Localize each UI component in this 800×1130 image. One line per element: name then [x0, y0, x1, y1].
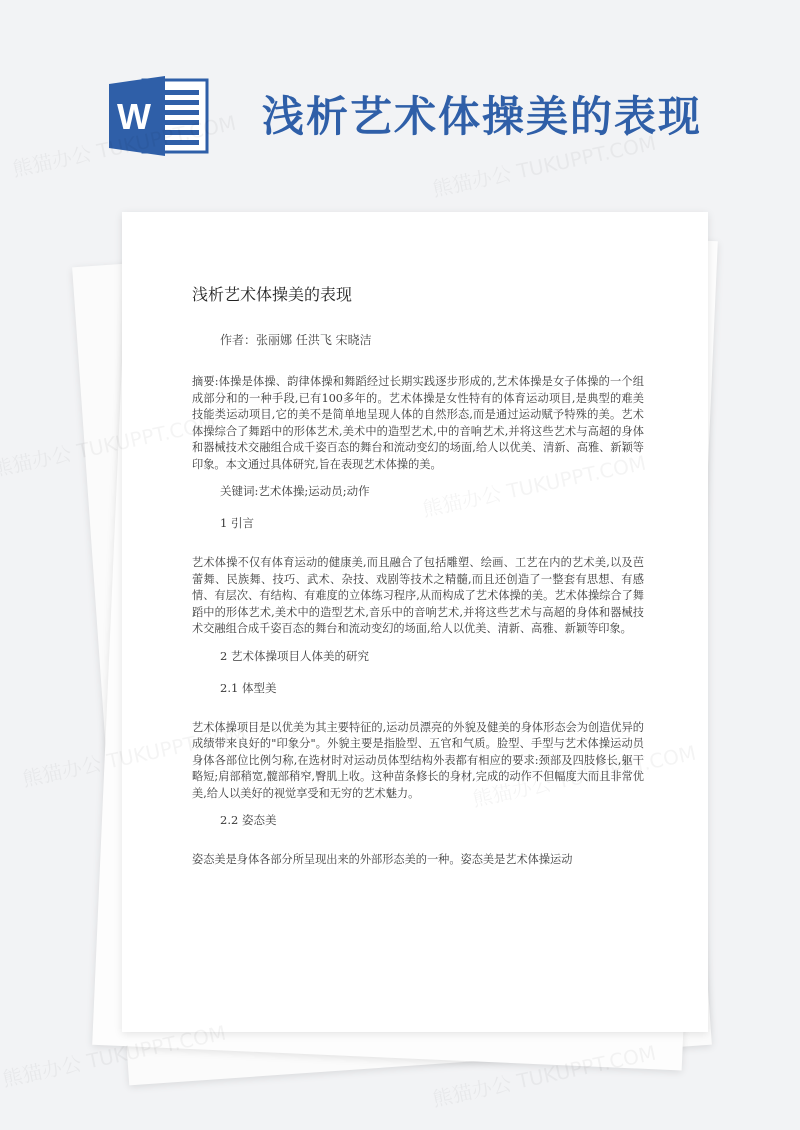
section-2-2-paragraph: 姿态美是身体各部分所呈现出来的外部形态美的一种。姿态美是艺术体操运动: [192, 853, 573, 866]
section-1-heading: 1 引言: [220, 516, 254, 530]
section-1-paragraph: 艺术体操不仅有体育运动的健康美,而且融合了包括雕塑、绘画、工艺在内的艺术美,以及芭蕾舞、民族舞、技巧、武术、杂技、戏剧等技术之精髓,而且还创造了一整套有思想、有感情、有层次、有结构、有难度的立体练习程序,从而构成了艺术体操的美。艺术体操综合了舞蹈中的形体艺术,美术中的造型艺术,音乐中的音响艺术,并将这些艺术与高超的身体和器械技术交融组合成千姿百态的舞台和流动变幻的场面,给人以优美、清新、高雅、新颖等印象。: [192, 556, 644, 635]
document-content: [192, 282, 644, 879]
section-2-1-paragraph: 艺术体操项目是以优美为其主要特征的,运动员漂亮的外貌及健美的身体形态会为创造优异的成绩带来良好的"印象分"。外貌主要是指脸型、五官和气质。脸型、手型与艺术体操运动员身体各部位比例匀称,在选材时对运动员体型结构外表都有相应的要求:颈部及四肢修长,躯干略短;肩部稍宽,髋部稍窄,臀肌上收。这种苗条修长的身材,完成的动作不但幅度大而且非常优美,给人以美好的视觉享受和无穷的艺术魅力。: [192, 720, 644, 800]
document-title: 浅析艺术体操美的表现: [192, 285, 353, 304]
word-logo-letter: W: [117, 96, 151, 137]
abstract-paragraph: 摘要:体操是体操、韵律体操和舞蹈经过长期实践逐步形成的,艺术体操是女子体操的一个组成部分和的一种手段,已有100多年的。艺术体操是女性特有的体育运动项目,是典型的难美技能类运动项目,它的美不是简单地呈现人体的自然形态,而是通过运动赋予特殊的美。艺术体操综合了舞蹈中的形体艺术,美术中的造型艺术,中的音响艺术,并将这些艺术与高超的身体和器械技术交融组合成千姿百态的舞台和流动变幻的场面,给人以优美、清新、高雅、新颖等印象。本文通过具体研究,旨在表现艺术体操的美。: [192, 375, 644, 471]
word-logo-icon: [109, 76, 211, 156]
banner-title: 浅析艺术体操美的表现: [262, 92, 703, 141]
section-2-1-heading: 2.1 体型美: [220, 680, 277, 695]
document-authors: 作者：张丽娜 任洪飞 宋晓洁: [220, 333, 372, 347]
document-page: [122, 212, 708, 1032]
section-2-2-heading: 2.2 姿态美: [220, 813, 277, 827]
section-2-heading: 2 艺术体操项目人体美的研究: [220, 648, 369, 663]
keywords-line: 关键词:艺术体操;运动员;动作: [220, 484, 370, 498]
